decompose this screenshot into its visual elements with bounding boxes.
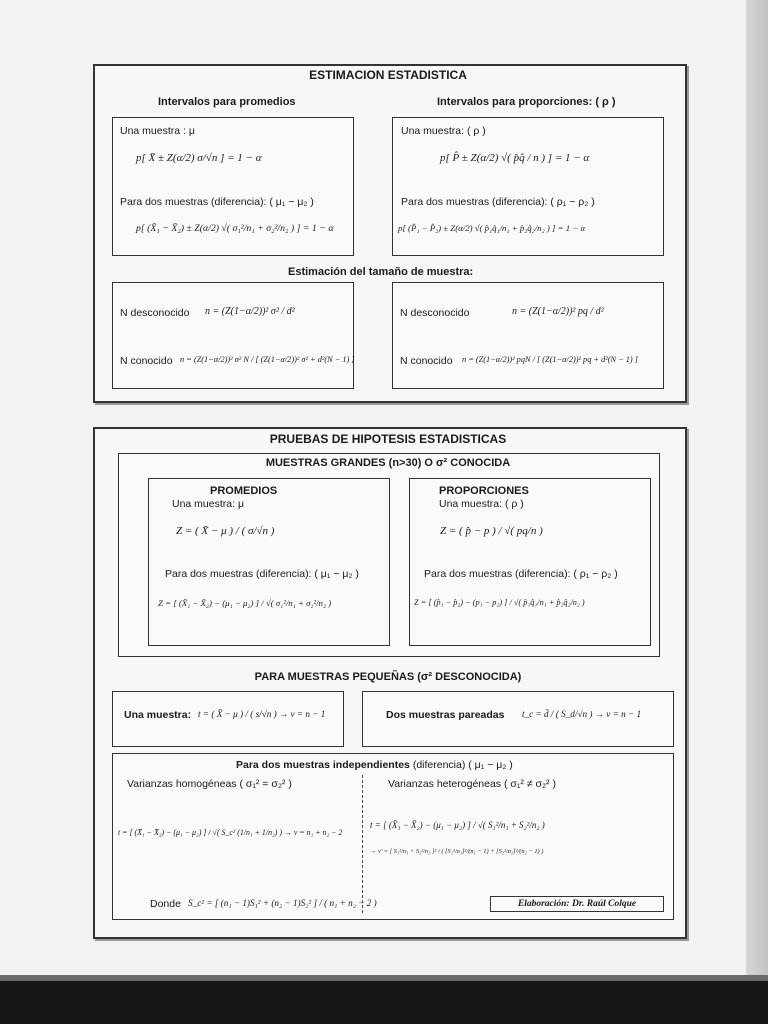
one-sample-t-label: Una muestra: (124, 709, 192, 721)
author-credit: Elaboración: Dr. Raúl Colque (490, 896, 664, 912)
heterogeneous-label: Varianzas heterogéneas ( σ₁² ≠ σ₂² ) (388, 778, 556, 790)
means-test-two-label: Para dos muestras (diferencia): ( μ₁ − μ₂ ) (165, 568, 359, 580)
means-test-one-label: Una muestra: μ (172, 498, 244, 510)
proportions-test-title: PROPORCIONES (439, 485, 529, 497)
proportions-test-two-label: Para dos muestras (diferencia): ( ρ₁ − ρ₂ ) (424, 568, 618, 580)
one-sample-t-formula: t = ( X̄ − μ ) / ( s/√n ) → ν = n − 1 (198, 709, 326, 719)
paired-t-label: Dos muestras pareadas (386, 709, 505, 721)
column-divider (362, 775, 363, 913)
independent-header-suffix: (diferencia) ( μ₁ − μ₂ ) (412, 759, 513, 771)
prop-one-sample-label: Una muestra: ( ρ ) (401, 125, 486, 137)
proportions-intervals-header: Intervalos para proporciones: ( ρ ) (437, 96, 616, 108)
prop-sample-size-box (392, 282, 664, 389)
welch-df-formula: → ν' = [ S₁²/n₁ + S₂²/n₂ ]² / ( [S₁²/n₁]²/(n₁ − 1) + [S₂²/n₂]²/(n₂ − 1) ) (370, 848, 544, 855)
page-edge-shadow (746, 0, 768, 975)
prop-two-sample-formula: p[ (P̂₁ − P̂₂) ± Z(α/2) √( p̂₁q̂₁/n₁ + p̂₂q̂₂/n₂ ) ] = 1 − α (398, 223, 586, 233)
means-intervals-header: Intervalos para promedios (158, 96, 296, 108)
proportions-test-one-formula: Z = ( p̂ − p ) / √( pq/n ) (440, 525, 543, 537)
prop-n-known-label: N conocido (400, 355, 453, 367)
prop-one-sample-formula: p[ P̂ ± Z(α/2) √( p̂q̂ / n ) ] = 1 − α (440, 152, 590, 164)
means-test-title: PROMEDIOS (210, 485, 278, 497)
prop-n-unknown-label: N desconocido (400, 307, 470, 319)
hypothesis-title: PRUEBAS DE HIPOTESIS ESTADISTICAS (269, 432, 507, 446)
small-samples-header: PARA MUESTRAS PEQUEÑAS (σ² DESCONOCIDA) (254, 671, 522, 683)
mean-n-unknown-formula: n = (Z(1−α/2))² σ² / d² (205, 306, 295, 317)
large-samples-header: MUESTRAS GRANDES (n>30) O σ² CONOCIDA (265, 457, 511, 469)
paired-t-formula: t_c = d̄ / ( S_d/√n ) → ν = n − 1 (522, 709, 642, 719)
prop-n-unknown-formula: n = (Z(1−α/2))² pq / d² (512, 306, 604, 317)
homogeneous-formula: t = [ (X̄₁ − X̄₂) − (μ₁ − μ₂) ] / √( S_c² (1/n₁ + 1/n₂) ) → ν = n₁ + n₂ − 2 (118, 828, 343, 837)
independent-header (236, 759, 513, 771)
donde-label: Donde (150, 898, 181, 910)
means-test-two-formula: Z = [ (X̄₁ − X̄₂) − (μ₁ − μ₂) ] / √( σ₁²/n₁ + σ₂²/n₂ ) (158, 598, 332, 608)
independent-header-main: Para dos muestras independientes (236, 759, 410, 771)
scanner-background (0, 975, 768, 1024)
estimation-title: ESTIMACION ESTADISTICA (309, 68, 467, 82)
proportions-test-one-label: Una muestra: ( ρ ) (439, 498, 524, 510)
mean-sample-size-box (112, 282, 354, 389)
heterogeneous-formula: t = [ (X̄₁ − X̄₂) − (μ₁ − μ₂) ] / √( S₁²/n₁ + S₂²/n₂ ) (370, 820, 545, 830)
mean-interval-box (112, 117, 354, 256)
mean-two-sample-label: Para dos muestras (diferencia): ( μ₁ − μ₂ ) (120, 196, 314, 208)
mean-one-sample-formula: p[ X̄ ± Z(α/2) σ/√n ] = 1 − α (136, 152, 262, 164)
prop-two-sample-label: Para dos muestras (diferencia): ( ρ₁ − ρ₂ ) (401, 196, 595, 208)
mean-one-sample-label: Una muestra : μ (120, 125, 195, 137)
mean-n-known-formula: n = (Z(1−α/2))² σ² N / [ (Z(1−α/2))² σ² + d²(N − 1) ] (180, 355, 355, 364)
mean-two-sample-formula: p[ (X̄₁ − X̄₂) ± Z(α/2) √( σ₁²/n₁ + σ₂²/n₂ ) ] = 1 − α (136, 223, 334, 234)
homogeneous-label: Varianzas homogéneas ( σ₁² = σ₂² ) (127, 778, 292, 790)
proportion-interval-box (392, 117, 664, 256)
prop-n-known-formula: n = (Z(1−α/2))² pqN / [ (Z(1−α/2))² pq + d²(N − 1) ] (462, 355, 638, 364)
sample-size-header: Estimación del tamaño de muestra: (288, 266, 474, 278)
mean-n-known-label: N conocido (120, 355, 173, 367)
proportions-test-two-formula: Z = [ (p̂₁ − p̂₂) − (p₁ − p₂) ] / √( p̂₁q̂₁/n₁ + p̂₂q̂₂/n₂ ) (414, 598, 585, 607)
means-test-one-formula: Z = ( X̄ − μ ) / ( σ/√n ) (176, 525, 275, 537)
pooled-variance-formula: S_c² = [ (n₁ − 1)S₁² + (n₂ − 1)S₂² ] / ( n₁ + n₂ − 2 ) (188, 898, 377, 908)
mean-n-unknown-label: N desconocido (120, 307, 190, 319)
